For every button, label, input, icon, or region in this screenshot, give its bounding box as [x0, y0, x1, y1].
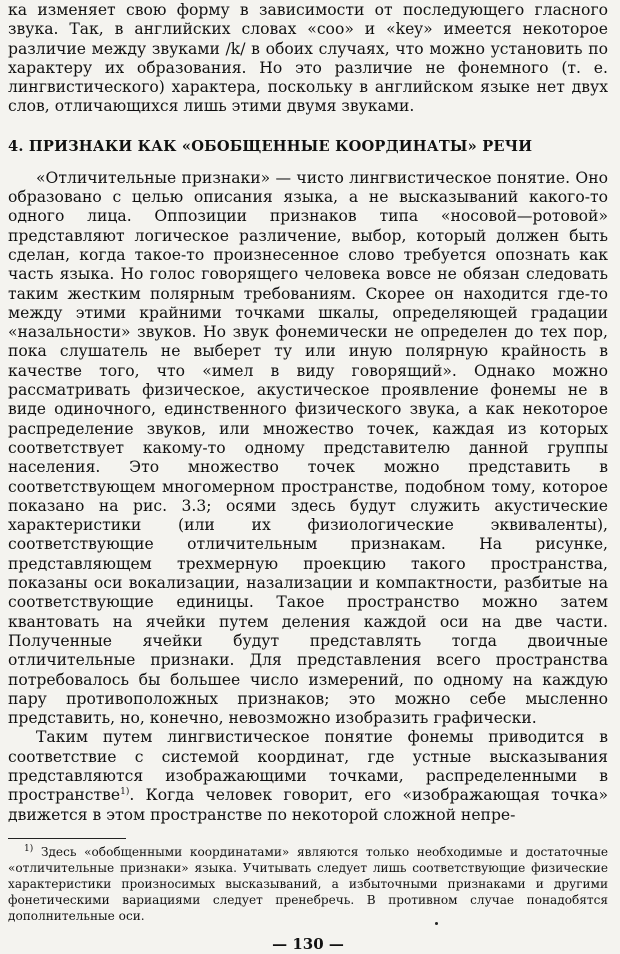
section-paragraph-1: «Отличительные признаки» — чисто лингвистическое понятие. Оно образовано с целью описания языка, а не высказываний какого-то одного лица. Оппозиции признаков типа «носовой—ротовой» представляют логическое различение, выбор, который должен быть сделан, когда такое-то произнесенное слово требуется опознать как часть языка. Но голос говорящего человека вовсе не обязан следовать таким жестким полярным требованиям. Скорее он находится где-то между этими крайними точками шкалы, определяющей градации «назальности» звуков. Но звук фонемически не определен до тех пор, пока слушатель не выберет ту или иную полярную крайность в качестве того, что «имел в виду говорящий». Однако можно рассматривать физическое, акустическое проявление фонемы не в виде одиночного, единственного физического звука, а как некоторое распределение звуков, или множество точек, каждая из которых соответствует какому-то одному представителю данной группы населения. Это множество точек можно представить в соответствующем многомерном пространстве, подобном тому, которое показано на рис. 3.3; осями здесь будут служить акустические характеристики (или их физиологические эквиваленты), соответствующие отличительным признакам. На рисунке, представляющем трехмерную проекцию такого пространства, показаны оси вокализации, назализации и компактности, разбитые на соответствующие единицы. Такое пространство можно затем квантовать на ячейки путем деления каждой оси на две части. Полученные ячейки будут представлять тогда двоичные отличительные признаки. Для представления всего пространства потребовалось бы большее число измерений, по одному на каждую пару противоположных признаков; это можно себе мысленно представить, но, конечно, невозможно изобразить графически. [8, 168, 608, 728]
print-speck [435, 922, 438, 925]
section-heading-text: ПРИЗНАКИ КАК «ОБОБЩЕННЫЕ КООРДИНАТЫ» РЕЧИ [28, 137, 533, 155]
section-paragraph-2-tail: . Когда человек говорит, его «изображающая точка» движется в этом пространстве по некоторой сложной непре- [8, 786, 608, 824]
footnote-divider [8, 838, 126, 839]
section-body [8, 169, 608, 825]
footnote-text: Здесь «обобщенными координатами» являются только необходимые и достаточные «отличительные признаки» языка. Учитывать следует лишь соответствующие физические характеристики произносимых высказываний, а избыточными признаками и другими фонетическими вариациями следует пренебречь. В противном случае понадобятся дополнительные оси. [8, 844, 608, 923]
section-paragraph-2-main: Таким путем лингвистическое понятие фонемы приводится в соответствие с системой координат, где устные высказывания представляются изображающими точками, распределенными в пространстве [8, 728, 608, 805]
footnote-marker: 1) [24, 843, 34, 854]
footnote [8, 844, 608, 924]
book-page [8, 0, 608, 953]
top-paragraph: ка изменяет свою форму в зависимости от последующего гласного звука. Так, в английских словах «coo» и «key» имеется некоторое различие между звуками /k/ в обоих случаях, что можно установить по характеру их образования. Но это различие не фонемного (т. е. лингвистического) характера, поскольку в английском языке нет двух слов, отличающихся лишь этими двумя звуками. [8, 1, 608, 116]
section-heading-number: 4. [8, 137, 24, 155]
section-paragraph-2 [8, 728, 608, 824]
section-heading [8, 137, 608, 157]
page-number: — 130 — [272, 934, 344, 953]
footnote-reference: 1) [120, 787, 130, 798]
